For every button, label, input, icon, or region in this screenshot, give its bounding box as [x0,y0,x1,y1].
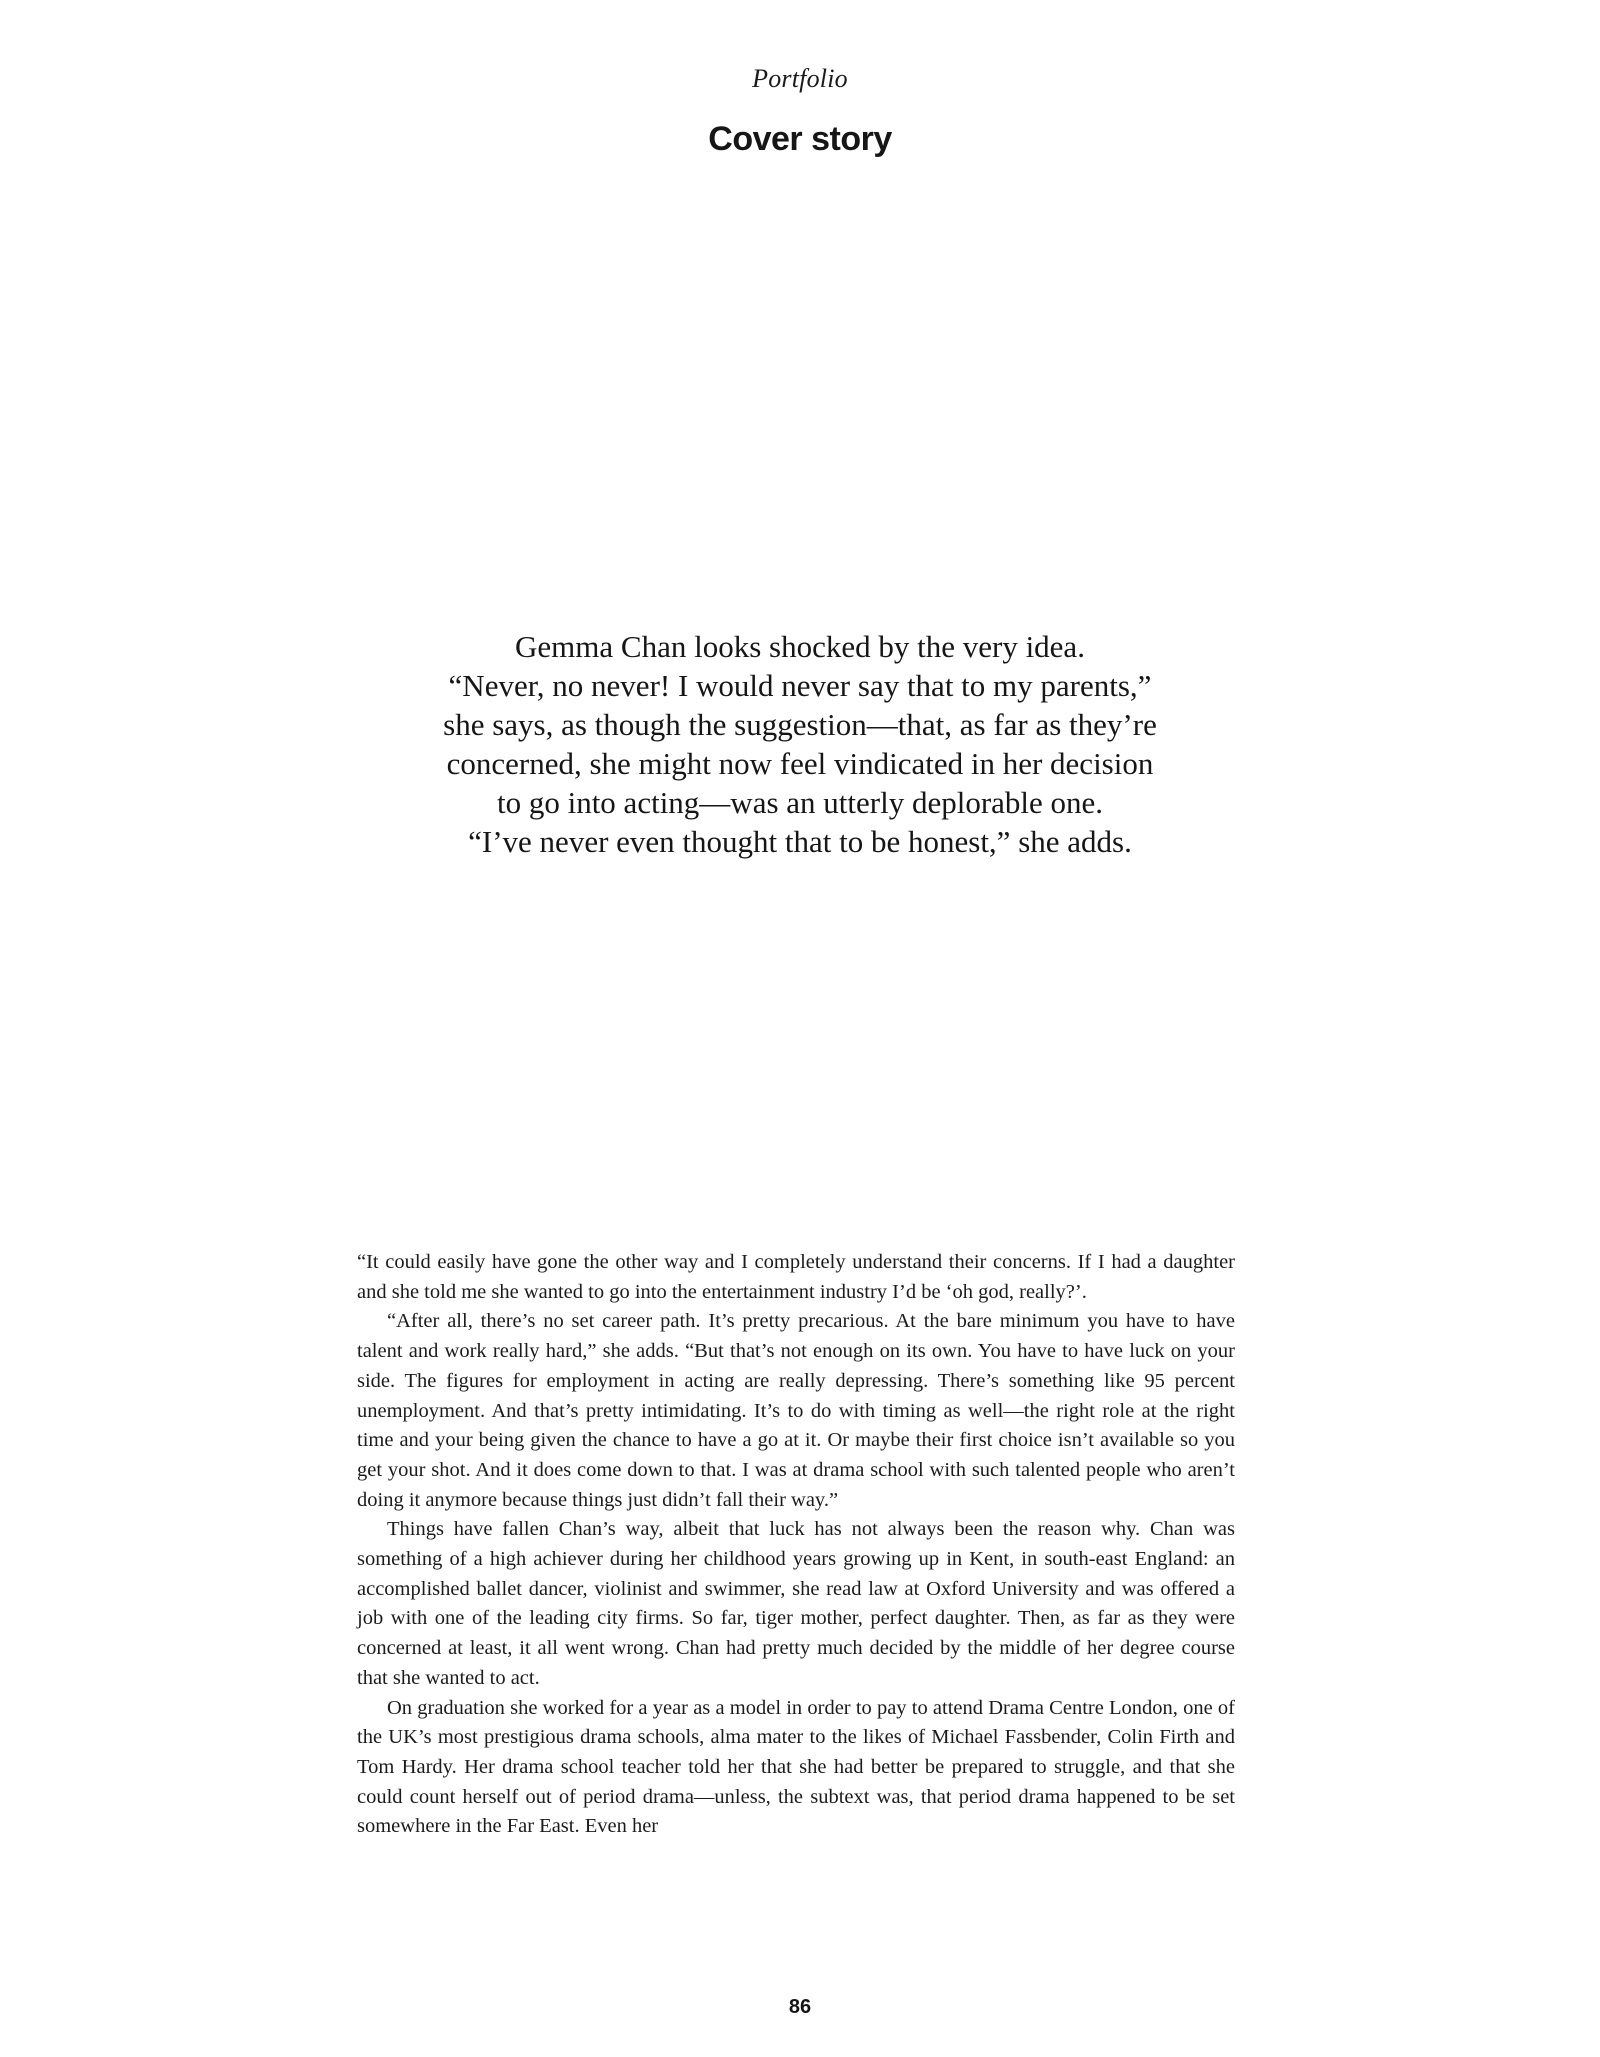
pull-quote-line: she says, as though the suggestion—that, as far as they’re [443,707,1157,742]
pull-quote [0,627,1600,861]
pull-quote-line: “Never, no never! I would never say that to my parents,” [448,668,1152,703]
pull-quote-line: Gemma Chan looks shocked by the very idea. [515,629,1085,664]
article-paragraph: “It could easily have gone the other way and I completely understand their concerns. If I had a daughter and she told me she wanted to go into the entertainment industry I’d be ‘oh god, really?’. [357,1251,1235,1303]
article-paragraph: On graduation she worked for a year as a model in order to pay to attend Drama Centre London, one of the UK’s most prestigious drama schools, alma mater to the likes of Michael Fassbender, Colin Firth and Tom Hardy. Her drama school teacher told her that she had better be prepared to struggle, and that she could count herself out of period drama—unless, the subtext was, that period drama happened to be set somewhere in the Far East. Even her [357,1696,1235,1838]
article-paragraph: “After all, there’s no set career path. It’s pretty precarious. At the bare minimum you have to have talent and work really hard,” she adds. “But that’s not enough on its own. You have to have luck on your side. The figures for employment in acting are really depressing. There’s something like 95 percent unemployment. And that’s pretty intimidating. It’s to do with timing as well—the right role at the right time and your being given the chance to have a go at it. Or maybe their first choice isn’t available so you get your shot. And it does come down to that. I was at drama school with such talented people who aren’t doing it anymore because things just didn’t fall their way.” [357,1310,1235,1511]
pull-quote-line: to go into acting—was an utterly deplorable one. [496,785,1104,820]
section-title: Cover story [708,120,892,158]
article-paragraph: Things have fallen Chan’s way, albeit that luck has not always been the reason why. Chan was something of a high achiever during her childhood years growing up in Kent, in south-east England: an accomplished ballet dancer, violinist and swimmer, she read law at Oxford University and was offered a job with one of the leading city firms. So far, tiger mother, perfect daughter. Then, as far as they were concerned at least, it all went wrong. Chan had pretty much decided by the middle of her degree course that she wanted to act. [357,1518,1235,1689]
page-kicker: Portfolio [752,64,848,93]
pull-quote-line: concerned, she might now feel vindicated in her decision [446,746,1154,781]
article-body [357,1248,1235,1842]
page-number: 86 [788,1996,812,2018]
pull-quote-line: “I’ve never even thought that to be honest,” she adds. [468,824,1132,859]
